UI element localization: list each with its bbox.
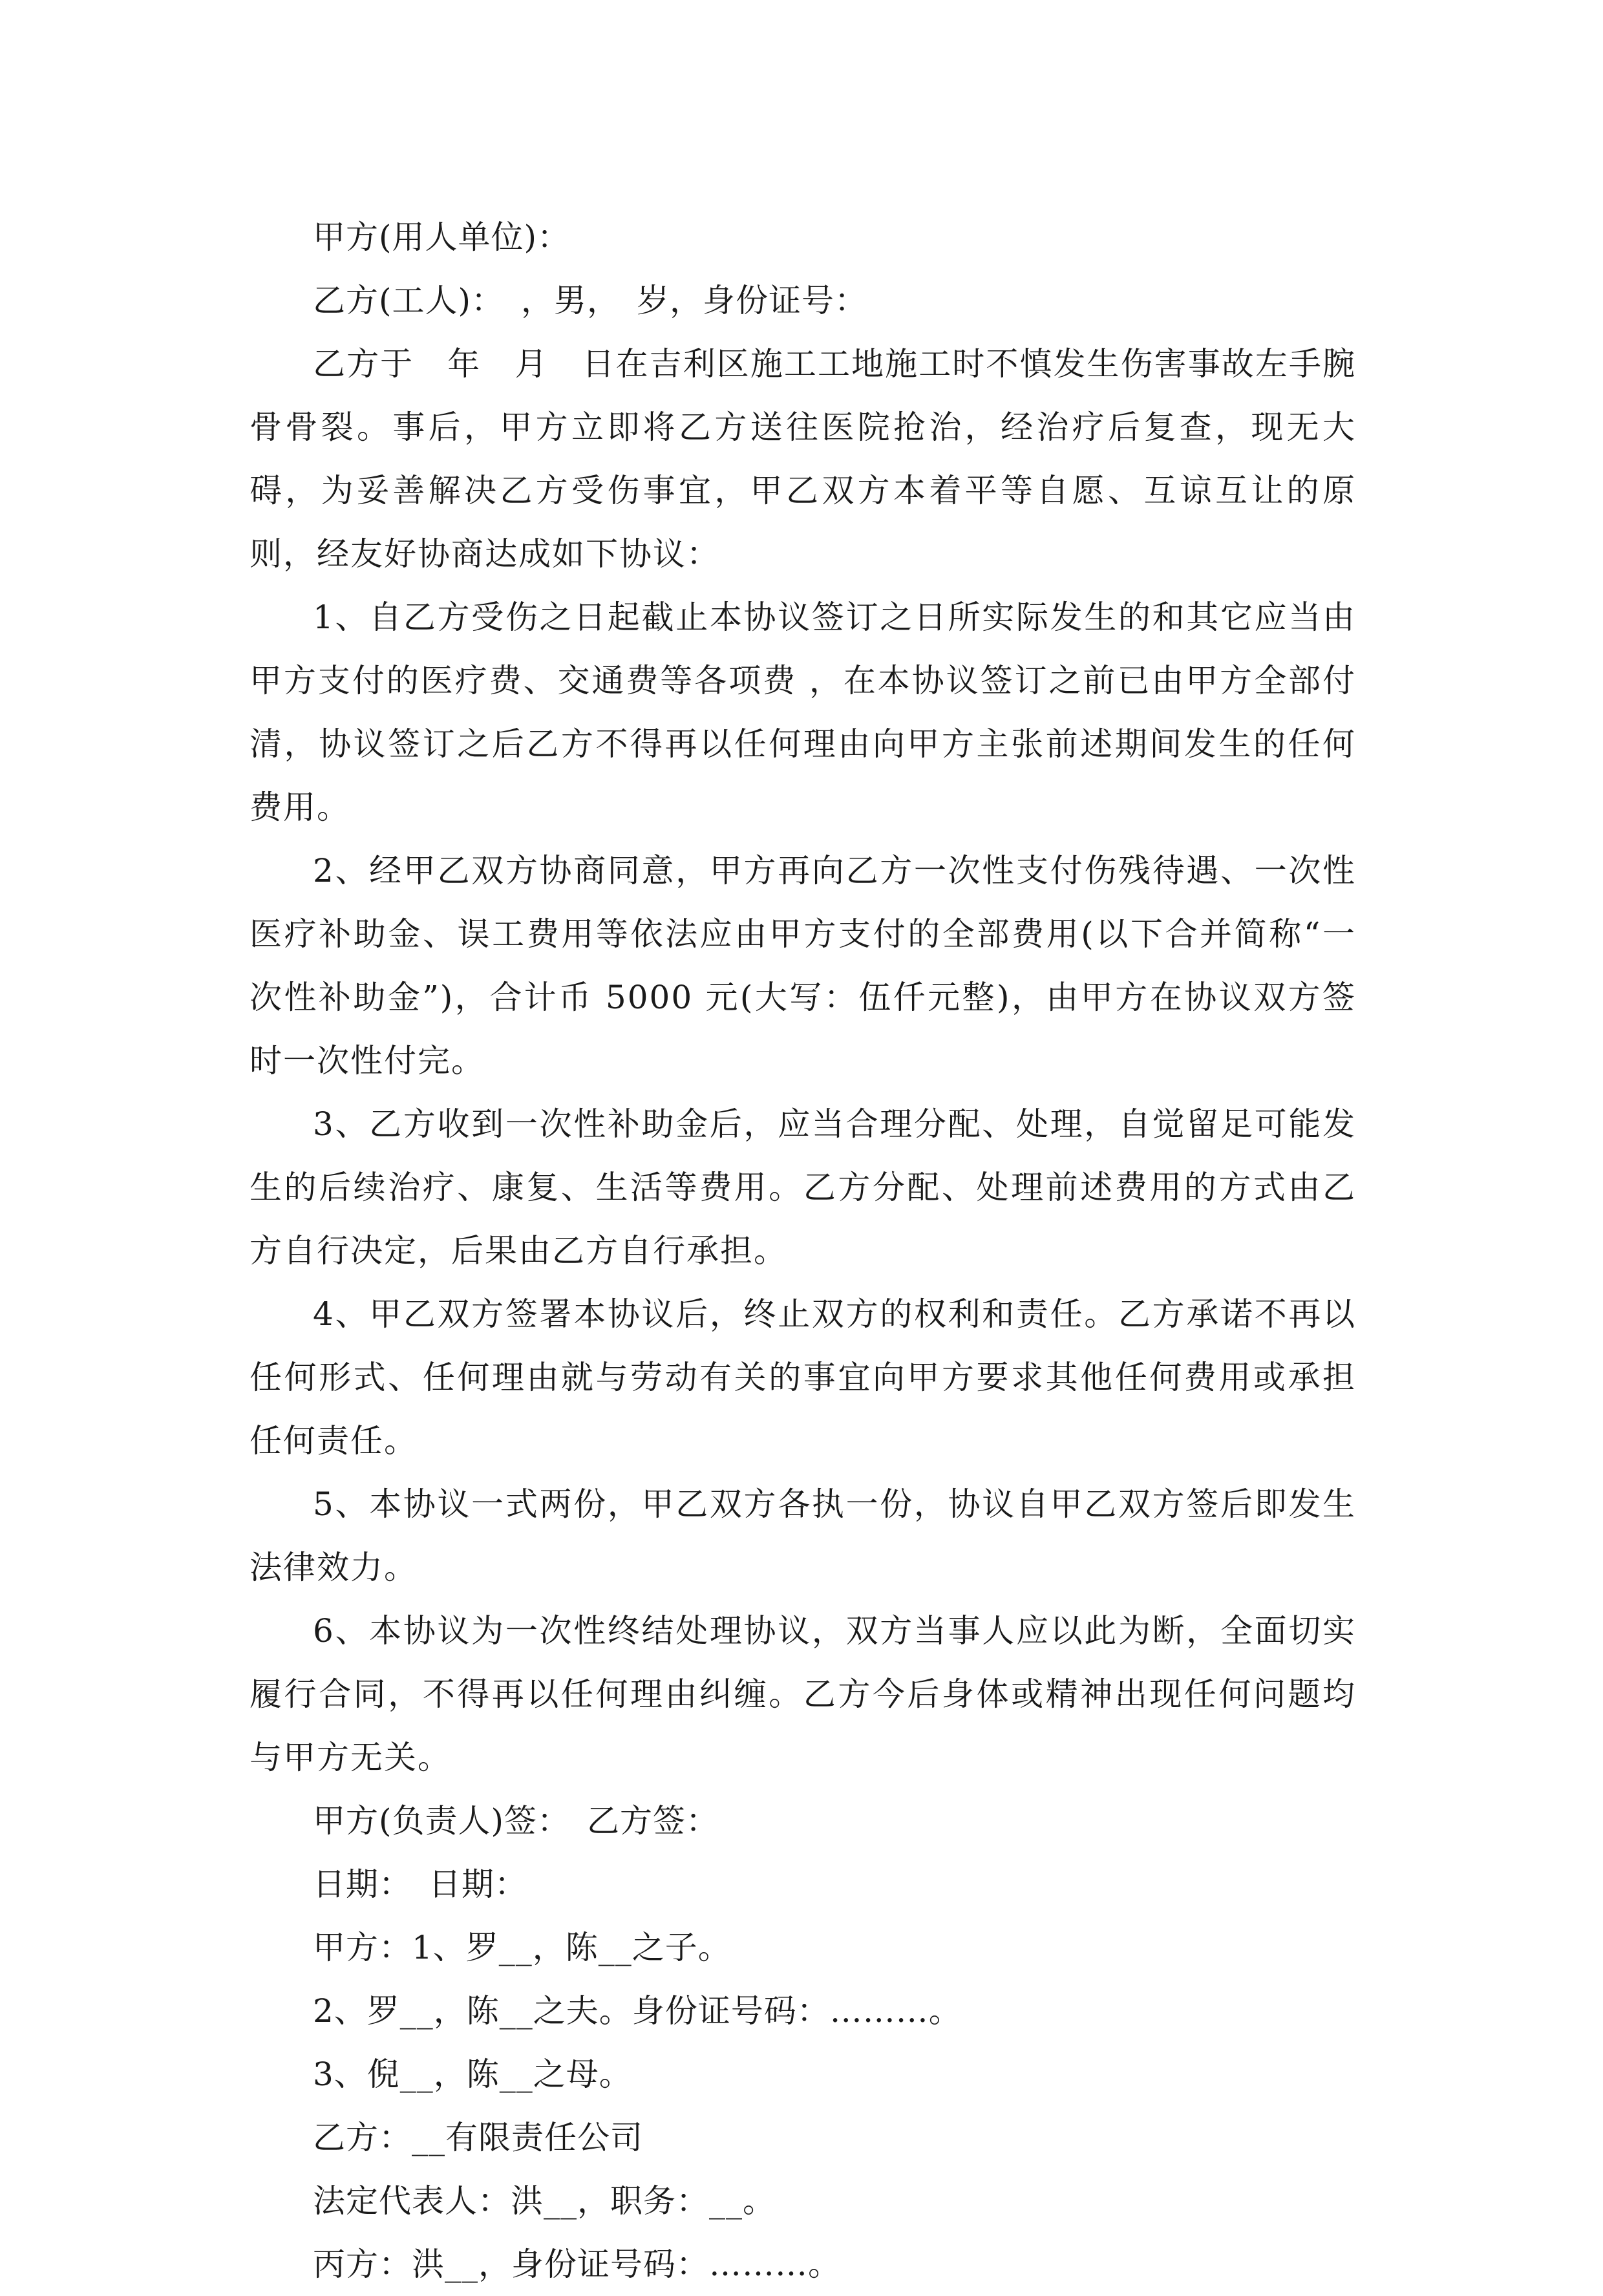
signature-line: 甲方(负责人)签： 乙方签：	[313, 1802, 719, 1840]
clause-5: 5、本协议一式两份，甲乙双方各执一份，协议自甲乙双方签后即发生法律效力。	[249, 1485, 1356, 1586]
party-a-member-1: 甲方：1、罗__，陈__之子。	[313, 1929, 731, 1966]
clause-2: 2、经甲乙双方协商同意，甲方再向乙方一次性支付伤残待遇、一次性医疗补助金、误工费用等依法应由甲方支付的全部费用(以下合并简称“一次性补助金”)，合计币 5000 元(大写：伍仟元整)，由甲方在协议双方签时一次性付完。	[249, 852, 1356, 1079]
party-b-header: 乙方(工人)： ，男， 岁，身份证号：	[313, 282, 868, 319]
party-a-member-3: 3、倪__，陈__之母。	[313, 2056, 632, 2093]
clause-3: 3、乙方收到一次性补助金后，应当合理分配、处理，自觉留足可能发生的后续治疗、康复、生活等费用。乙方分配、处理前述费用的方式由乙方自行决定，后果由乙方自行承担。	[249, 1105, 1356, 1270]
party-a-member-2: 2、罗__，陈__之夫。身份证号码：………。	[313, 1992, 962, 2030]
party-b-company: 乙方：__有限责任公司	[313, 2119, 643, 2156]
party-c: 丙方：洪__，身份证号码：………。	[313, 2246, 841, 2283]
intro-paragraph: 乙方于 年 月 日在吉利区施工工地施工时不慎发生伤害事故左手腕骨骨裂。事后，甲方立即将乙方送往医院抢治，经治疗后复查，现无大碍，为妥善解决乙方受伤事宜，甲乙双方本着平等自愿、互谅互让的原则，经友好协商达成如下协议：	[249, 345, 1356, 573]
party-a-header: 甲方(用人单位)：	[313, 218, 571, 256]
clause-1: 1、自乙方受伤之日起截止本协议签订之日所实际发生的和其它应当由甲方支付的医疗费、交通费等各项费 ，在本协议签订之前已由甲方全部付清，协议签订之后乙方不得再以任何理由向甲方主张前述期间发生的任何费用。	[249, 599, 1356, 826]
date-line: 日期： 日期：	[313, 1865, 527, 1903]
legal-representative: 法定代表人：洪__，职务：__。	[313, 2182, 776, 2220]
clause-6: 6、本协议为一次性终结处理协议，双方当事人应以此为断，全面切实履行合同，不得再以任何理由纠缠。乙方今后身体或精神出现任何问题均与甲方无关。	[249, 1612, 1356, 1776]
clause-4: 4、甲乙双方签署本协议后，终止双方的权利和责任。乙方承诺不再以任何形式、任何理由就与劳动有关的事宜向甲方要求其他任何费用或承担任何责任。	[249, 1295, 1356, 1460]
document-page	[249, 206, 1356, 2296]
